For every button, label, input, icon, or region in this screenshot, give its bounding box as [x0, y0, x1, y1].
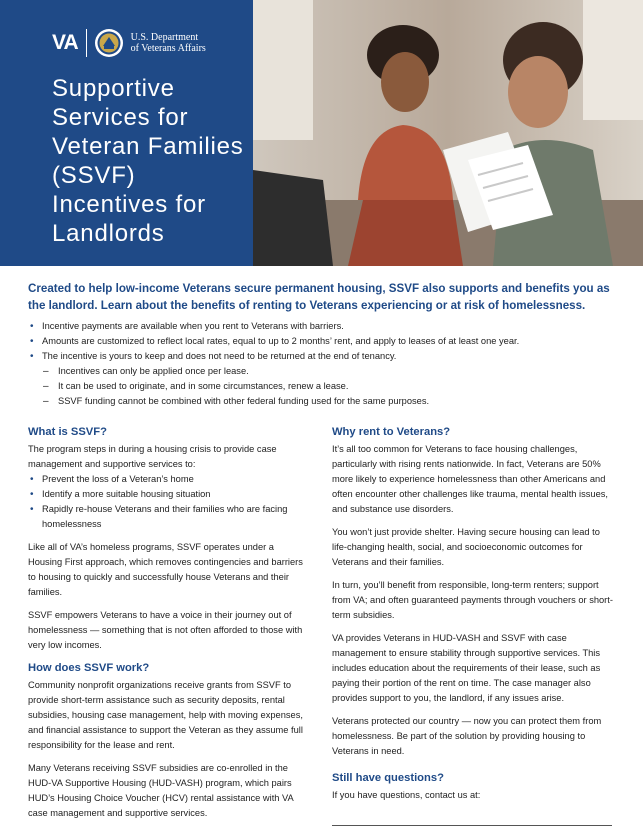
- sub-list-item: – It can be used to originate, and in some circumstances, renew a lease.: [28, 379, 628, 394]
- left-column: [28, 425, 304, 829]
- grants-paragraph: Community nonprofit organizations receive grants from SSVF to provide short-term assistance such as security deposits, rental subsidies, housing case management, help with moving expenses, and financial assistance to support the Veteran as they assume full responsibility for the lease and rent.: [28, 680, 303, 750]
- sub-list-item: – SSVF funding cannot be combined with other federal funding used for the same purposes.: [28, 394, 628, 409]
- sub-list-item: – Incentives can only be applied once per lease.: [28, 364, 628, 379]
- logo-divider: [86, 29, 87, 57]
- hud-vash-paragraph: Many Veterans receiving SSVF subsidies are co-enrolled in the HUD-VA Supportive Housing (HUD-VASH) program, which pairs HUD’s Housing Choice Voucher (HCV) rental assistance with VA case management and supportive services.: [28, 763, 294, 818]
- benefits-paragraph: In turn, you’ll benefit from responsible, long-term renters; support from VA; and often guaranteed payments through vouchers or short-term subsidies.: [332, 580, 613, 620]
- questions-heading: Still have questions?: [332, 772, 444, 784]
- list-item: • The incentive is yours to keep and does not need to be returned at the end of tenancy.: [28, 349, 628, 364]
- right-column: [332, 425, 617, 826]
- contact-blank-line: [332, 825, 612, 826]
- list-item: • Incentive payments are available when you rent to Veterans with barriers.: [28, 319, 628, 334]
- page-title: Supportive Services for Veteran Families (SSVF) Incentives for Landlords: [52, 75, 244, 247]
- why-rent-heading: Why rent to Veterans?: [332, 426, 451, 438]
- va-logo: [52, 28, 206, 58]
- va-wordmark: VA: [52, 31, 78, 54]
- case-management-paragraph: VA provides Veterans in HUD-VASH and SSVF with case management to ensure stability through supportive services. This includes education about the requirements of their lease, such as paying their portion of the rent on time. The case manager also provides support to you, the landlord, if any issues arise.: [332, 633, 601, 703]
- incentive-list: [28, 319, 628, 409]
- what-is-ssvf-heading: What is SSVF?: [28, 426, 107, 438]
- empowers-paragraph: SSVF empowers Veterans to have a voice in their journey out of homelessness — something that is not often afforded to those with very low incomes.: [28, 610, 303, 650]
- challenges-paragraph: It’s all too common for Veterans to face housing challenges, particularly with rising rents nationwide. In fact, Veterans are 50% more likely to experience homelessness than other Americans and often encounter other challenges like trauma, mental health issues, and substance use disorders.: [332, 444, 608, 514]
- what-is-ssvf-intro: The program steps in during a housing crisis to provide case management and supportive services to:: [28, 444, 277, 469]
- questions-text: If you have questions, contact us at:: [332, 790, 481, 800]
- list-item: • Amounts are customized to reflect local rates, equal to up to 2 months’ rent, and apply to leases of at least one year.: [28, 334, 628, 349]
- department-name: U.S. Department of Veterans Affairs: [130, 32, 206, 54]
- list-item: • Identify a more suitable housing situation: [28, 487, 304, 502]
- protect-paragraph: Veterans protected our country — now you can protect them from homelessness. Be part of the solution by providing housing to Veterans in need.: [332, 716, 602, 756]
- intro-text: Created to help low-income Veterans secure permanent housing, SSVF also supports and benefits you as the landlord. Learn about the benefits of renting to Veterans experiencing or at risk of homelessness.: [28, 282, 610, 312]
- sub-list-wrapper: [28, 364, 628, 409]
- shelter-paragraph: You won’t just provide shelter. Having secure housing can lead to life-changing health, social, and socioeconomic outcomes for Veterans and their families.: [332, 527, 600, 567]
- list-item: • Prevent the loss of a Veteran’s home: [28, 472, 304, 487]
- va-seal-icon: [94, 28, 124, 58]
- how-ssvf-works-heading: How does SSVF work?: [28, 662, 150, 674]
- housing-first-paragraph: Like all of VA’s homeless programs, SSVF operates under a Housing First approach, which removes contingencies and barriers to housing to quickly and successfully house Veterans and their families.: [28, 542, 303, 597]
- hero-banner: [0, 0, 643, 266]
- ssvf-services-list: [28, 472, 304, 532]
- incentive-sub-list: [28, 364, 628, 409]
- list-item: • Rapidly re-house Veterans and their families who are facing homelessness: [28, 502, 304, 532]
- title-panel: [0, 0, 253, 266]
- hero-photo: [253, 0, 643, 266]
